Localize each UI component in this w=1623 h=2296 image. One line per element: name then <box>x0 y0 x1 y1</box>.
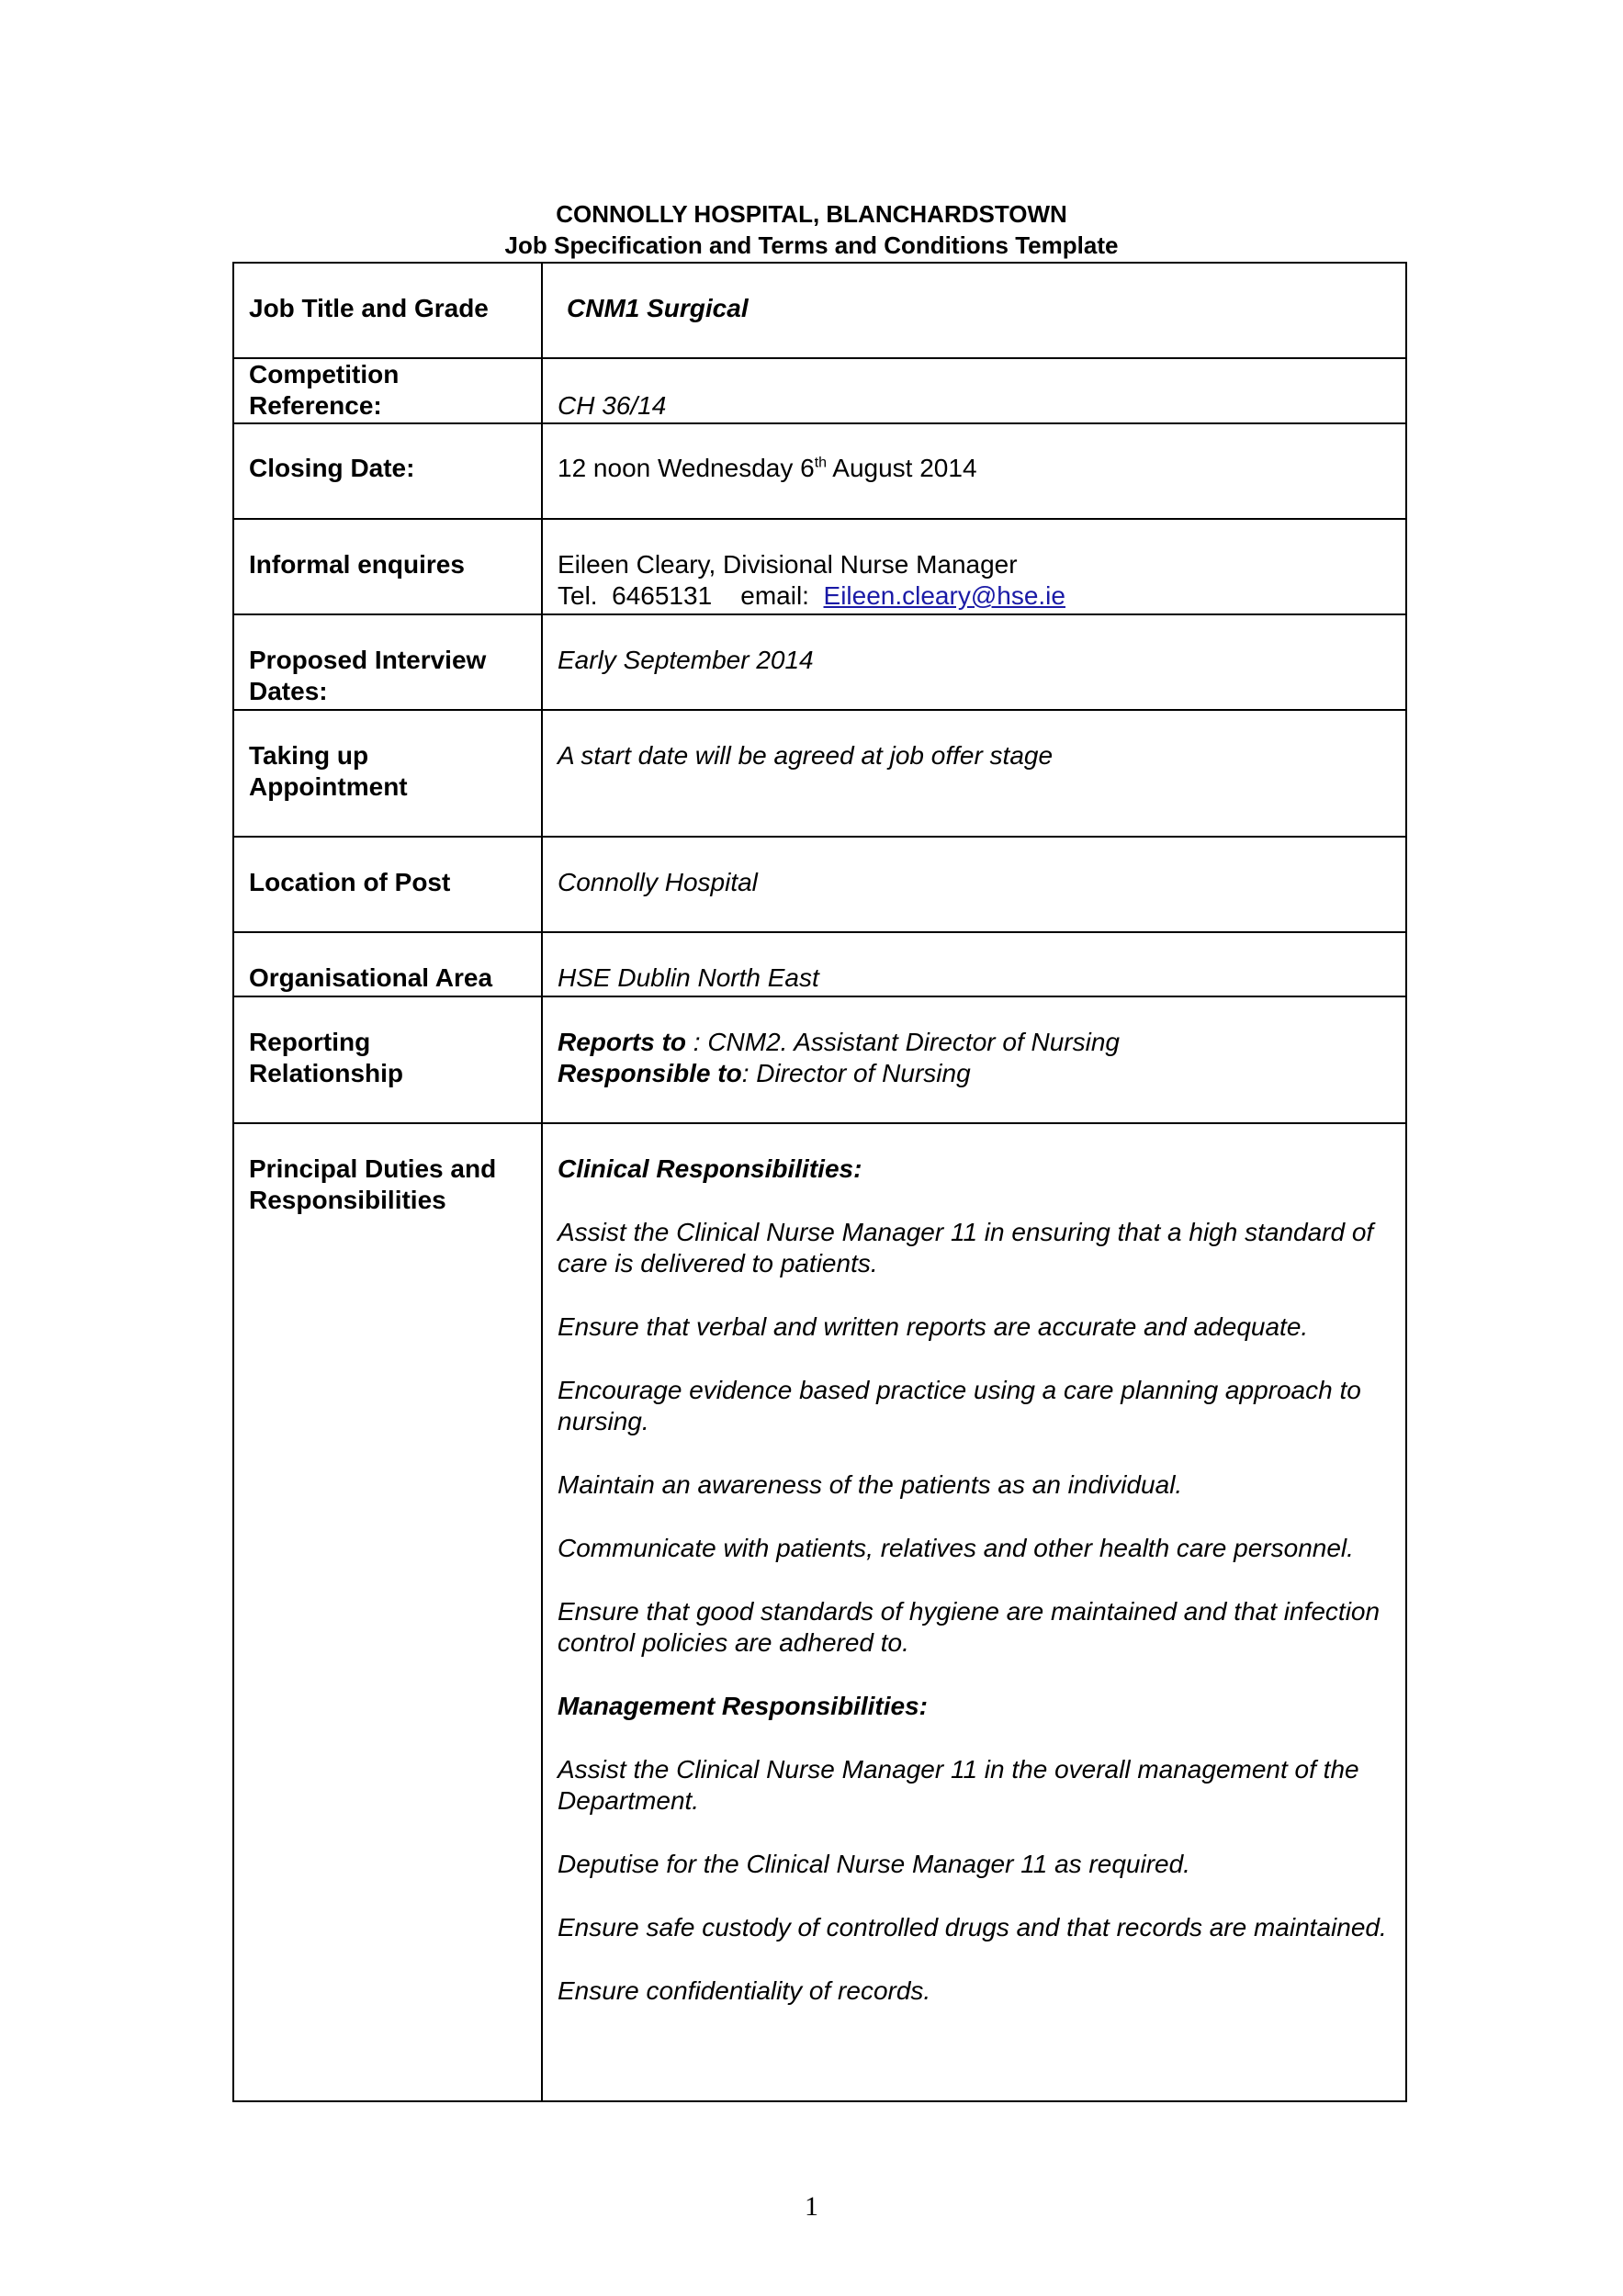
value-cell <box>542 614 1406 710</box>
duty-item: Communicate with patients, relatives and other health care personnel. <box>558 1534 1354 1562</box>
value-cell <box>542 423 1406 519</box>
competition-label-1: Competition <box>249 360 400 388</box>
duty-item: Ensure that good standards of hygiene are maintained and that infection control policies are adhered to. <box>558 1597 1381 1657</box>
clinical-heading: Clinical Responsibilities: <box>558 1154 862 1183</box>
label-cell <box>233 996 542 1123</box>
row-competition <box>233 358 1406 423</box>
reporting-label-1: Reporting <box>249 1028 371 1056</box>
row-reporting <box>233 996 1406 1123</box>
row-principal-duties <box>233 1123 1406 2101</box>
taking-up-value: A start date will be agreed at job offer stage <box>558 741 1054 770</box>
row-organisational-area <box>233 932 1406 996</box>
competition-label-2: Reference: <box>249 391 382 420</box>
label-cell <box>233 710 542 837</box>
duty-item: Ensure confidentiality of records. <box>558 1976 931 2005</box>
informal-label: Informal enquires <box>249 550 465 579</box>
interview-value: Early September 2014 <box>558 646 814 674</box>
contact-details: Tel. 6465131 email: Eileen.cleary@hse.ie <box>558 581 1065 610</box>
org-area-value: HSE Dublin North East <box>558 963 819 992</box>
management-heading: Management Responsibilities: <box>558 1692 928 1720</box>
value-cell <box>542 710 1406 837</box>
duties-label-1: Principal Duties and <box>249 1154 497 1183</box>
label-cell <box>233 1123 542 2101</box>
taking-up-label-1: Taking up <box>249 741 369 770</box>
value-cell <box>542 263 1406 358</box>
closing-date-value: 12 noon Wednesday 6th August 2014 <box>558 454 977 482</box>
value-cell <box>542 1123 1406 2101</box>
label-cell <box>233 358 542 423</box>
document-subtitle: Job Specification and Terms and Conditions Template <box>504 231 1119 259</box>
taking-up-label-2: Appointment <box>249 772 408 801</box>
row-taking-up <box>233 710 1406 837</box>
value-cell <box>542 519 1406 614</box>
row-informal-enquires <box>233 519 1406 614</box>
closing-date-label: Closing Date: <box>249 454 415 482</box>
value-cell <box>542 837 1406 932</box>
duty-item: Assist the Clinical Nurse Manager 11 in the overall management of the Department. <box>558 1755 1359 1815</box>
value-cell <box>542 358 1406 423</box>
location-label: Location of Post <box>249 868 451 896</box>
reports-to: Reports to : CNM2. Assistant Director of Nursing <box>558 1028 1120 1056</box>
org-area-label: Organisational Area <box>249 963 493 992</box>
row-interview-dates <box>233 614 1406 710</box>
interview-label-2: Dates: <box>249 677 328 705</box>
duty-item: Ensure that verbal and written reports are accurate and adequate. <box>558 1312 1309 1341</box>
label-cell <box>233 614 542 710</box>
reporting-label-2: Relationship <box>249 1059 404 1087</box>
duty-item: Assist the Clinical Nurse Manager 11 in ensuring that a high standard of care is delivered to patients. <box>558 1218 1374 1277</box>
email-link[interactable]: Eileen.cleary@hse.ie <box>823 581 1065 610</box>
duty-item: Ensure safe custody of controlled drugs and that records are maintained. <box>558 1913 1387 1941</box>
label-cell <box>233 423 542 519</box>
location-value: Connolly Hospital <box>558 868 758 896</box>
value-cell <box>542 932 1406 996</box>
job-spec-table <box>232 262 1407 2102</box>
label-cell <box>233 519 542 614</box>
job-title-value: CNM1 Surgical <box>567 294 749 322</box>
interview-label-1: Proposed Interview <box>249 646 487 674</box>
row-job-title <box>233 263 1406 358</box>
duty-item: Maintain an awareness of the patients as an individual. <box>558 1470 1183 1499</box>
duty-item: Deputise for the Clinical Nurse Manager 11 as required. <box>558 1850 1190 1878</box>
page-number: 1 <box>805 2191 818 2222</box>
hospital-title: CONNOLLY HOSPITAL, BLANCHARDSTOWN <box>556 200 1067 228</box>
contact-name: Eileen Cleary, Divisional Nurse Manager <box>558 550 1018 579</box>
label-cell <box>233 932 542 996</box>
job-title-label: Job Title and Grade <box>249 294 489 322</box>
row-location <box>233 837 1406 932</box>
row-closing-date <box>233 423 1406 519</box>
duty-item: Encourage evidence based practice using a care planning approach to nursing. <box>558 1376 1361 1435</box>
duties-label-2: Responsibilities <box>249 1186 446 1214</box>
label-cell <box>233 837 542 932</box>
competition-value: CH 36/14 <box>558 391 667 420</box>
label-cell <box>233 263 542 358</box>
value-cell <box>542 996 1406 1123</box>
responsible-to: Responsible to: Director of Nursing <box>558 1059 971 1087</box>
